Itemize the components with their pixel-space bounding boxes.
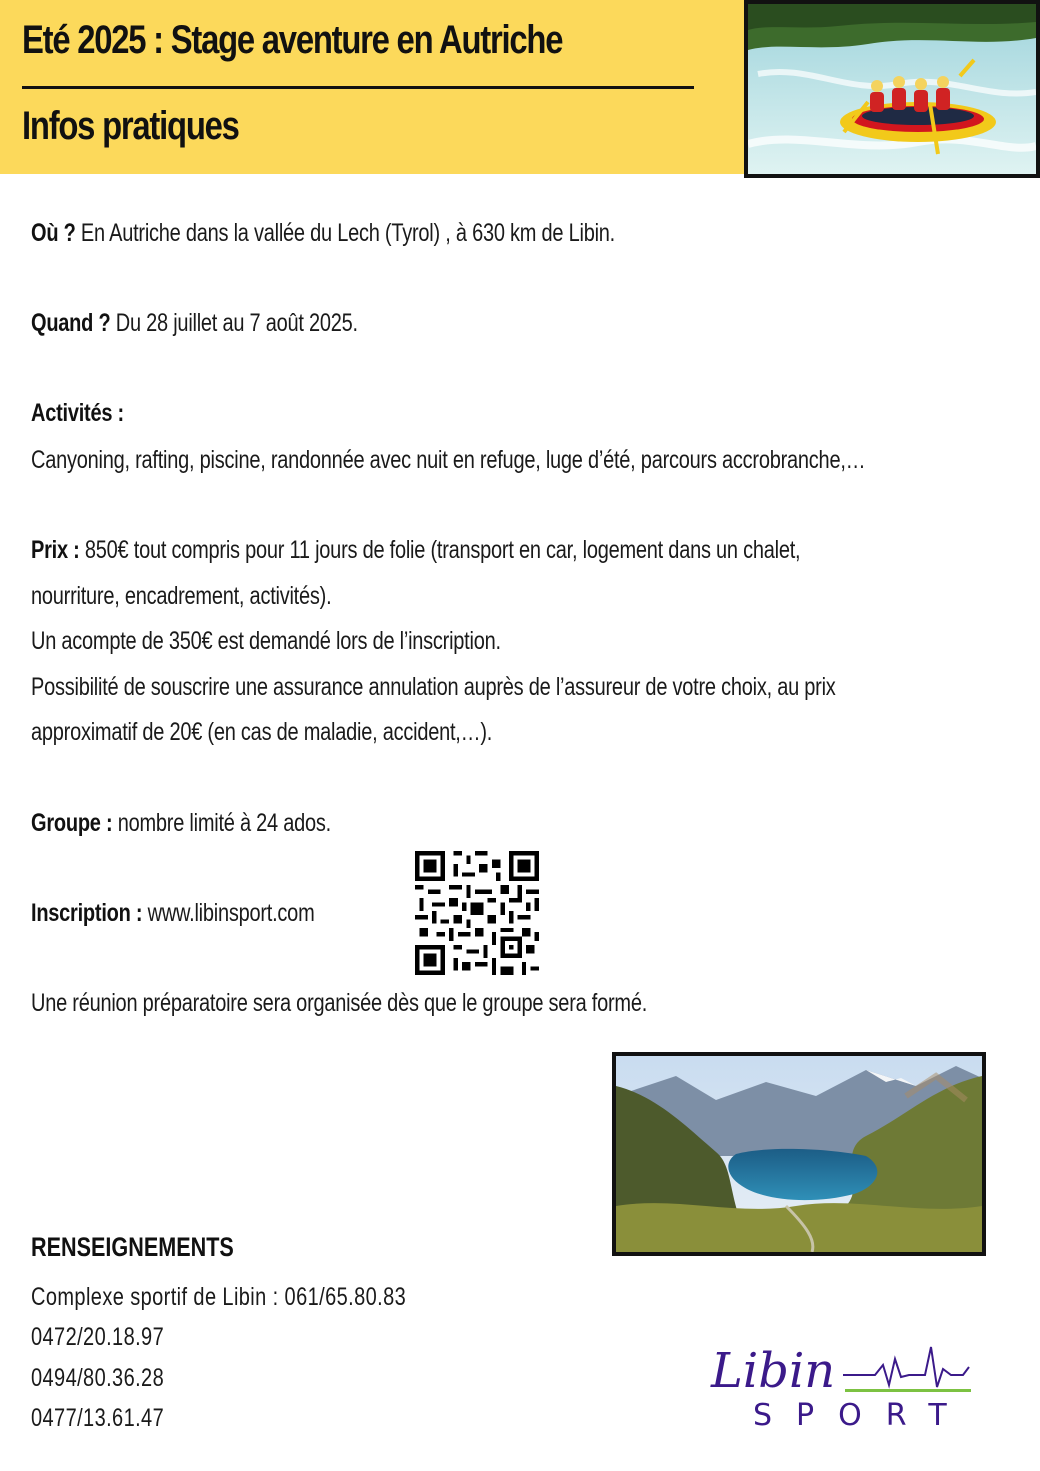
logo-script-text: Libin xyxy=(711,1343,836,1399)
where-text: En Autriche dans la vallée du Lech (Tyrol) , à 630 km de Libin. xyxy=(75,219,615,247)
when-line xyxy=(31,309,358,338)
insurance-text-continued: approximatif de 20€ (en cas de maladie, accident,…). xyxy=(31,718,493,746)
contact-line: Complexe sportif de Libin : 061/65.80.83 xyxy=(31,1283,407,1311)
contact-line: 0494/80.36.28 xyxy=(31,1364,165,1392)
contact-line: 0472/20.18.97 xyxy=(31,1323,165,1351)
when-text: Du 28 juillet au 7 août 2025. xyxy=(110,309,358,337)
where-line xyxy=(31,219,615,248)
meeting-text: Une réunion préparatoire sera organisée dès que le groupe sera formé. xyxy=(31,989,648,1017)
page-subtitle: Infos pratiques xyxy=(22,104,239,148)
libin-sport-logo xyxy=(705,1325,975,1430)
price-text: 850€ tout compris pour 11 jours de folie (transport en car, logement dans un chalet, xyxy=(79,536,801,564)
activities-label: Activités : xyxy=(31,399,124,427)
page-title: Eté 2025 : Stage aventure en Autriche xyxy=(22,18,563,62)
title-divider xyxy=(22,86,694,89)
qr-code[interactable] xyxy=(415,851,539,975)
when-label: Quand ? xyxy=(31,309,111,337)
registration-label: Inscription : xyxy=(31,899,143,927)
contact-heading: RENSEIGNEMENTS xyxy=(31,1232,234,1262)
price-line xyxy=(31,536,800,565)
qr-code-graphic xyxy=(415,851,539,975)
libin-sport-logo-graphic xyxy=(705,1325,975,1430)
group-line xyxy=(31,809,331,838)
deposit-text: Un acompte de 350€ est demandé lors de l’inscription. xyxy=(31,627,501,655)
logo-word-text: SPORT xyxy=(753,1398,971,1430)
insurance-text: Possibilité de souscrire une assurance annulation auprès de l’assureur de votre choix, au prix xyxy=(31,673,836,701)
activities-heading xyxy=(31,399,124,428)
price-text-continued: nourriture, encadrement, activités). xyxy=(31,582,332,610)
lake-photo xyxy=(612,1052,986,1256)
price-label: Prix : xyxy=(31,536,80,564)
contact-line: 0477/13.61.47 xyxy=(31,1404,165,1432)
rafting-illustration xyxy=(748,4,1036,174)
where-label: Où ? xyxy=(31,219,76,247)
registration-url: www.libinsport.com xyxy=(142,899,315,927)
rafting-photo xyxy=(744,0,1040,178)
group-text: nombre limité à 24 ados. xyxy=(112,809,331,837)
group-label: Groupe : xyxy=(31,809,113,837)
header-banner xyxy=(0,0,748,174)
lake-illustration xyxy=(616,1056,982,1252)
registration-line xyxy=(31,899,314,928)
activities-text: Canyoning, rafting, piscine, randonnée avec nuit en refuge, luge d’été, parcours accrobranche,… xyxy=(31,446,866,474)
